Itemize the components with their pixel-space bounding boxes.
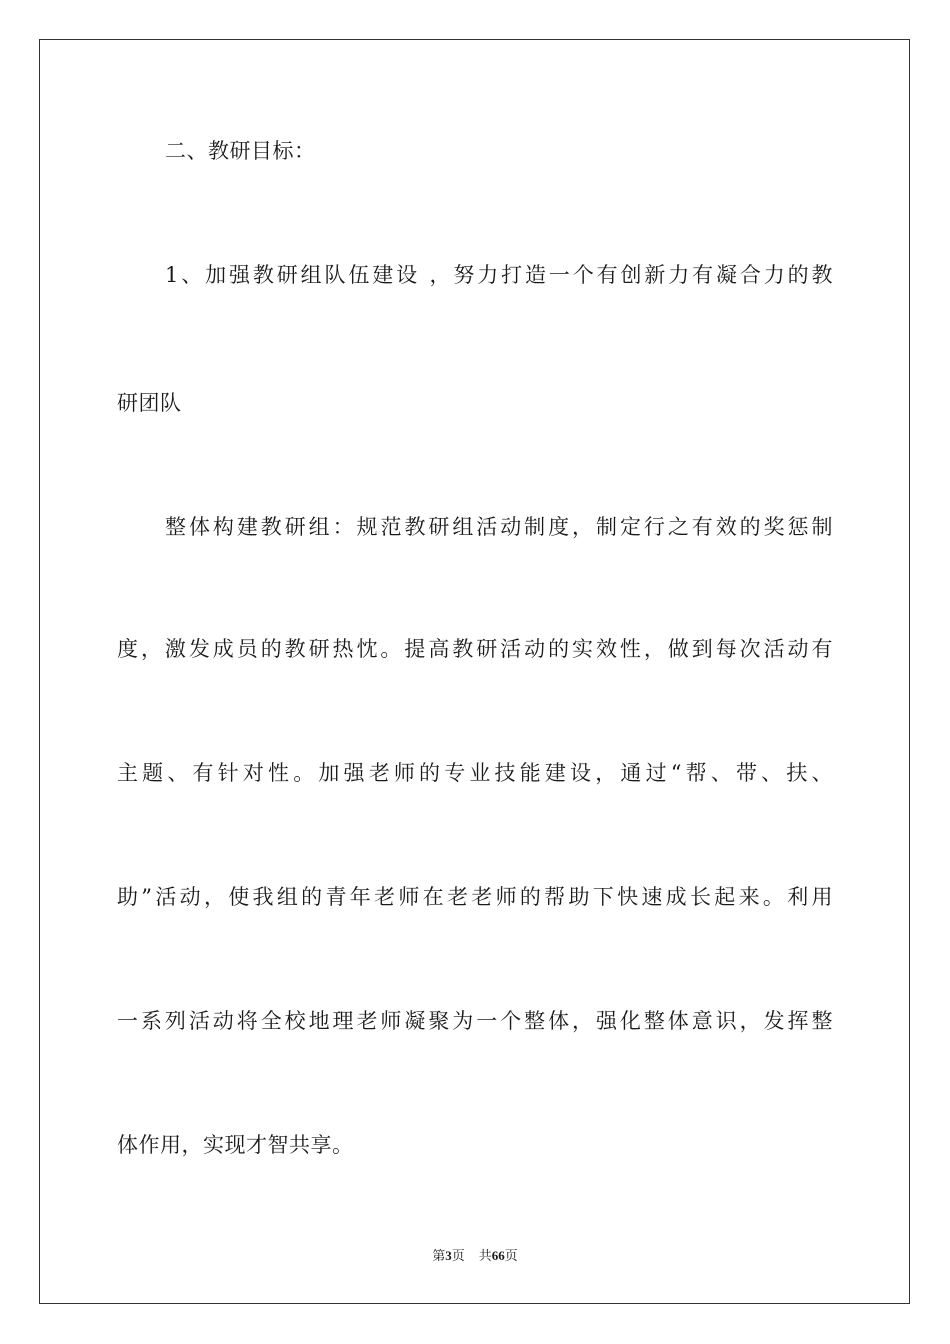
section-heading: 二、教研目标： (165, 139, 316, 163)
paragraph-line: 度，激发成员的教研热忱。提高教研活动的实效性，做到每次活动有 (117, 637, 833, 661)
footer-total-pages: 66 (491, 1248, 505, 1263)
footer-total-prefix: 共 (478, 1248, 492, 1263)
page-footer (0, 1247, 950, 1265)
paragraph-line: 一系列活动将全校地理老师凝聚为一个整体，强化整体意识，发挥整 (117, 1009, 833, 1033)
footer-page-number: 3 (445, 1248, 452, 1263)
footer-total-suffix: 页 (504, 1248, 518, 1263)
page-border (39, 39, 910, 1304)
footer-page-suffix: 页 (451, 1248, 465, 1263)
paragraph-line: 助”活动，使我组的青年老师在老老师的帮助下快速成长起来。利用 (117, 885, 833, 909)
footer-page-prefix: 第 (432, 1248, 446, 1263)
paragraph-line: 主题、有针对性。加强老师的专业技能建设，通过“帮、带、扶、 (117, 761, 833, 785)
paragraph-line: 研团队 (117, 391, 182, 415)
paragraph-line: 整体构建教研组：规范教研组活动制度，制定行之有效的奖惩制 (165, 515, 833, 539)
paragraph-line: 1、加强教研组队伍建设 ，努力打造一个有创新力有凝合力的教 (165, 263, 833, 287)
paragraph-line: 体作用，实现才智共享。 (117, 1133, 354, 1157)
